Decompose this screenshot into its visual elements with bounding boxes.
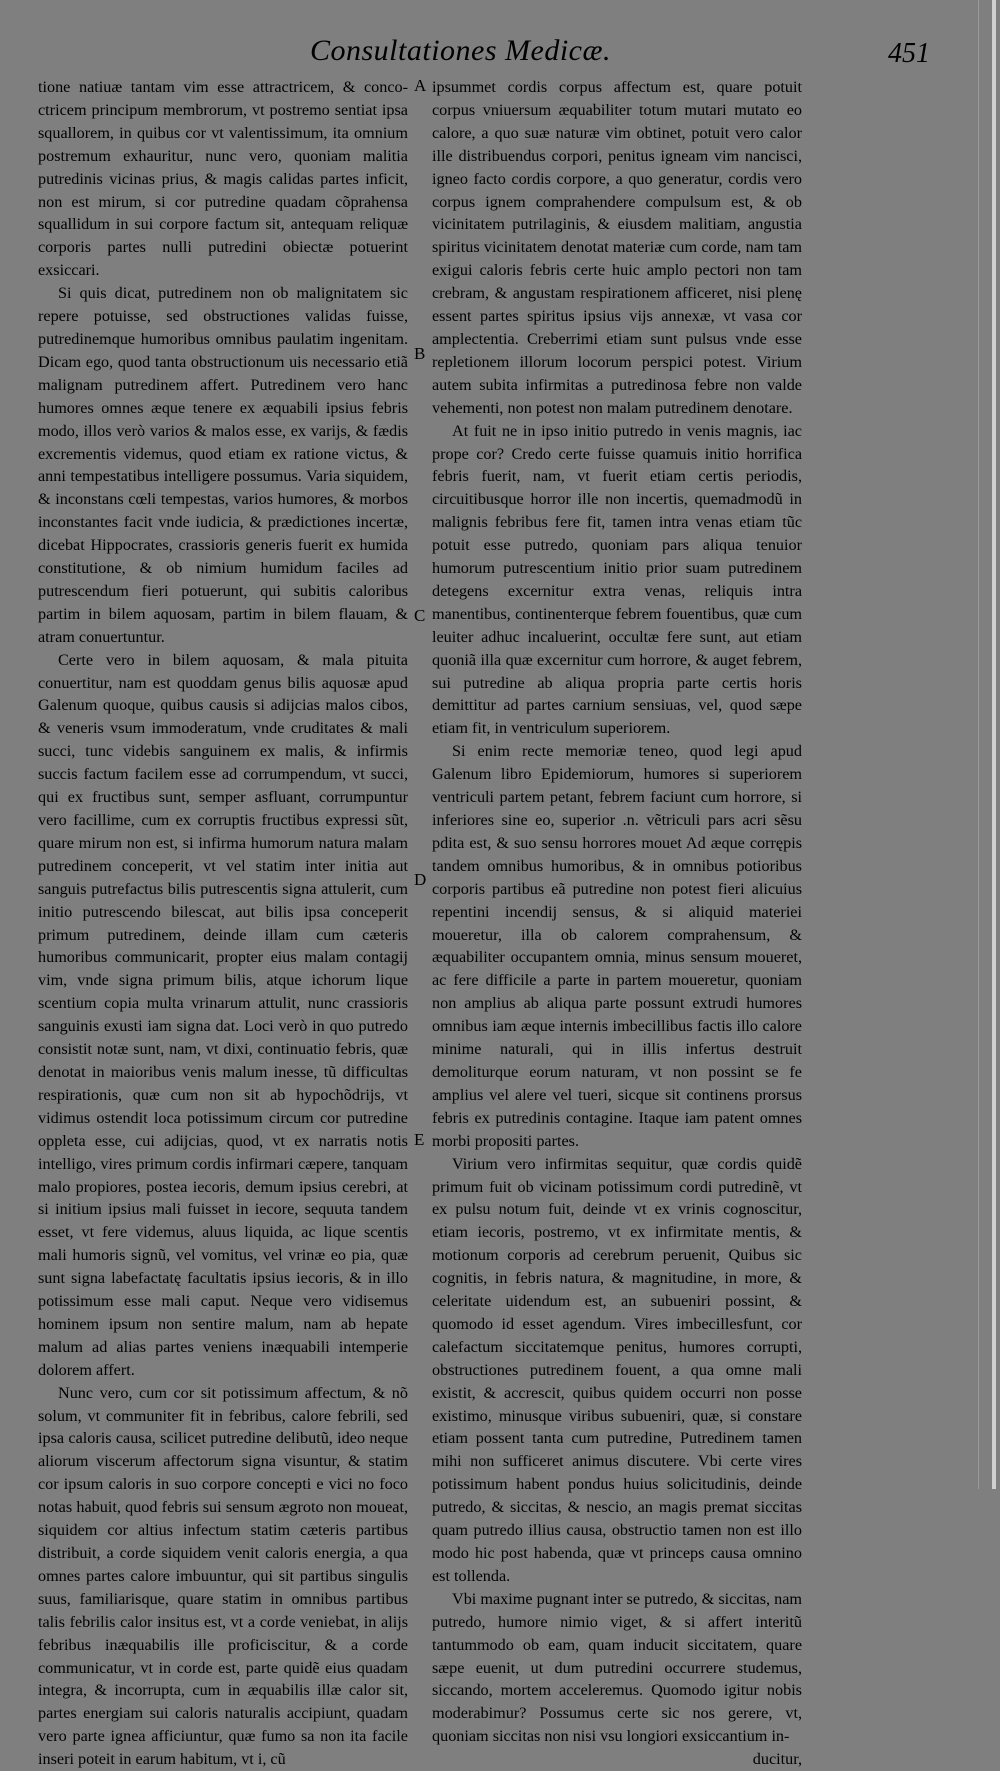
margin-marker-d: D [414, 870, 427, 889]
catchword: ducitur, [752, 1750, 802, 1769]
running-title: Consultationes Medicæ. [310, 34, 611, 67]
paragraph: Nunc vero, cum cor sit potissimum affectum, & nõ solum, vt communiter fit in febribus, calore febrili, sed ipsa caloris causa, scilicet putredine delibutũ, ideo neque aliorum viscerum affectorum signa visuntur, & statim cor ipsum caloris in suo corpore concepti e vici no foco notas habuit, quod febris sui sensum ægroto non moueat, siquidem cor altius infectum statim cæteris partibus distribuit, a corde siquidem venit caloris energia, a qua omnes partes calore imbuuntur, qui sit partibus singulis suus, familiarisque, quare statim in omnibus partibus talis febrilis calor insitus est, vt a corde veniebat, in alijs febribus inæquabilis ille proficiscitur, & a corde communicatur, vt in corde est, parte quidẽ eius quadam integra, & incorrupta, cum in æquabilis illæ calor sit, partes energiam sui caloris naturalis accipiunt, quadam vero parte ignea afficiuntur, quæ fumo sa non ita facile inseri poteit in earum habitum, vt i, cũ [38, 1383, 408, 1769]
margin-marker-c: C [414, 606, 426, 625]
paragraph: Si quis dicat, putredinem non ob malignitatem sic repere potuisse, sed obstructiones validas fuisse, putredinemque humoribus omnibus paulatim ingenitam. Dicam ego, quod tanta obstructionum uis necessario etiã malignam putredinem affert. Putredinem vero hanc humores omnes æque tenere ex æquabili ipsius febris modo, illos verò varios & malos esse, ex varijs, & fædis excrementis videmus, quod etiam ex ratione victus, & anni tempestatibus intelligere possumus. Varia siquidem, & inconstans cœli tempestas, varios humores, & morbos inconstantes facit vnde iudicia, & prædictiones incertæ, dicebat Hippocrates, crassioris generis fuerit ex humida constitutione, & ob nimium humidum faciles ad putrescendum fieri potuerunt, qui subitis caloribus partim in bilem aquosam, partim in bilem flauam, & atram conuertuntur. [38, 284, 408, 646]
paragraph: ipsummet cordis corpus affectum est, quare potuit corpus vniuersum æquabiliter totum mutari mutato eo calore, a quo suæ naturæ vim obtinet, potuit vero calor ille distribuendus corpori, penitus igneam vim nancisci, igneo facto cordis corpore, a quo generatur, cordis vero corpus ignem comprahendere compulsum est, & ob vicinitatem putrilaginis, & eiusdem malitiam, angustia spiritus vicinitatem denotat materiæ cum corde, nam tam exigui caloris febris certe huic amplo pectori non tam crebram, & angustam respirationem afficeret, nisi plenę essent partes spiritus ipsius vijs annexæ, vt vasa cor amplectentia. Creberrimi etiam sunt pulsus vnde esse repletionem illorum locorum perspici potest. Virium autem subita infirmitas a putredinosa febre non valde vehementi, non potest non malam putredinem denotare. [432, 78, 802, 417]
paragraph: At fuit ne in ipso initio putredo in venis magnis, iac prope cor? Credo certe fuisse quamuis initio horrifica febris fuerit, nam, vt fuerit etiam certis periodis, circuitibusque horror ille non incertis, quemadmodũ in malignis febribus fere fit, tamen intra venas etiam tũc potuit esse putredo, quoniam pars aliqua tenuior humorum putrescentium initio prior suam putredinem detegens excernitur extra venas, reliquis intra manentibus, continenterque febrem fouentibus, quæ cum leuiter adhuc incaluerint, occultæ fere sunt, aut etiam quoniã illa quæ excernitur cum horrore, & auget febrem, sui putredine ab aliqua propria parte certis horis demittitur ad partes carnium sensiuas, vel, quod sæpe etiam fit, in ventriculum superiorem. [432, 421, 802, 738]
paragraph: Certe vero in bilem aquosam, & mala pituita conuertitur, nam est quoddam genus bilis aquosæ apud Galenum quoque, quibus causis si adijcias malos cibos, & veneris vsum immoderatum, vnde cruditates & mali succi, tunc videbis sanguinem ex malis, & infirmis succis factum facilem esse ad corrumpendum, vt succi, qui ex fructibus sunt, semper asfluant, corrumpuntur vero facillime, cum ex corruptis fructibus expressi sũt, quare mirum non est, si infirma humorum natura malam putredinem conceperit, vt vel statim inter initia aut sanguis putrefactus bilis putrescentis signa attulerit, cum initio putrescendo bilescat, aut bilis ipsa conceperit primum putredinem, deinde illam cum cæteris humoribus communicarit, propter eius malam contagij vim, vnde signa primum bilis, atque ichorum lique scentium copia multa vrinarum attulit, nunc crassioris sanguinis exusti iam signa dat. Loci verò in quo putredo consistit notæ sunt, nam, vt dixi, continuatio febris, quæ denotat in maioribus venis malum inesse, tũ difficultas respirationis, quæ cum non sit ab hypochõdrijs, vt vidimus ostendit loca potissimum circum cor putredine oppleta esse, cui adijcias, quod, vt ex narratis notis intelligo, vires primum cordis infirmari cæpere, tanquam malo propiores, postea iecoris, demum ipsius cerebri, at si initium ipsius mali fuisset in iecore, sequuta tandem esset, vt fere videmus, aluus liquida, ac lique scentis mali humoris signũ, vel vomitus, vel vrinæ eo pia, quæ sunt signa labefactatę facultatis ipsius iecoris, & in illo potissimum esse mali caput. Neque vero vidisemus hominem ipsum non sentire malum, nam ab hepate malum ad alias partes veniens inæquabili intemperie dolorem affert. [38, 650, 408, 1379]
margin-marker-a: A [414, 76, 427, 95]
margin-marker-b: B [414, 344, 426, 363]
page-edge [978, 0, 979, 1489]
margin-marker-e: E [414, 1130, 425, 1149]
paragraph: tione natiuæ tantam vim esse attractricem, & conco-ctricem principum membrorum, vt postremo sentiat ipsa squallorem, in quibus cor vt valentissimum, ita omnium postremum exhauritur, nunc vero, quoniam malitia putredinis vicinas prius, & magis calidas partes inficit, non est mirum, si cor putredine quadam cõprahensa squallidum in sui corpore factum sit, antequam reliquæ corporis partes nulli putredini obiectæ potuerint exsiccari. [38, 78, 408, 280]
right-column [432, 76, 802, 1771]
paragraph: Si enim recte memoriæ teneo, quod legi apud Galenum libro Epidemiorum, humores si superiorem ventriculi partem petant, febrem faciunt cum horrore, si inferiores sine eo, superior .n. vẽtriculi pars acri sẽsu pdita est, & suo sensu horrores mouet Ad æque corrępis tandem omnibus humoribus, & in omnibus potioribus corporis partibus eã putredine non potest fieri alicuius repentini incendij sensus, & si aliquid materiei moueretur, illa ob calorem comprahensum, & æquabiliter occupantem omnia, minus sensum moueret, ac fere difficile a parte in partem moueretur, quoniam non amplius ab aliqua parte possunt extrudi humores omnibus iam æque internis imbecillibus factis illo calore minime naturali, qui in illis infertus destruit demoliturque eorum naturam, vt non possint se fe amplius vel alere vel tueri, sicque sit continens prorsus febris ex putredinis contagine. Itaque iam patent omnes morbi propositi partes. [432, 742, 802, 1150]
page-header [290, 34, 930, 78]
page-edge-highlight [992, 0, 996, 1489]
left-column [38, 76, 408, 1771]
paragraph: Virium vero infirmitas sequitur, quæ cordis quidẽ primum fuit ob vicinam potissimum cordi putredinẽ, vt ex pulsu notum fuit, deinde vt ex vrinis cognoscitur, etiam iecoris, postremo, vt ex infirmitate mentis, & motionum corporis ad cerebrum peruenit, Quibus sic cognitis, in febris natura, & magnitudine, in more, & celeritate uidendum est, an subueniri possint, & quomodo id esset agendum. Vires imbecillesfunt, cor calefactum siccitatemque penitus, humores corrupti, obstructiones putredinem fouent, a qua omne mali existit, & accrescit, quibus quidem occurri non posse existimo, minusque viribus subueniri, quæ, si constare etiam possent tanta cum putredine, Putredinem tamen mihi non sufficeret animus discutere. Vbi certe vires potissimum habent pondus huius solicitudinis, deinde putredo, & siccitas, & nescio, an magis premat siccitas quam putredo illius causa, obstructio tamen non est illo modo hic post habenda, quæ vt princeps causa omnino est tollenda. [432, 1154, 802, 1585]
page-number: 451 [888, 38, 930, 69]
paragraph: Vbi maxime pugnant inter se putredo, & siccitas, nam putredo, humore nimio viget, & si affert interitũ tantummodo ob eam, quam inducit siccitatem, quare sæpe euenit, ut dum putredini occurrere studemus, siccando, mortem acceleremus. Quomodo igitur nobis moderabimur? Possumus certe sic nos gerere, vt, quoniam siccitas non nisi vsu longiori exsiccantium in- [432, 1589, 802, 1746]
